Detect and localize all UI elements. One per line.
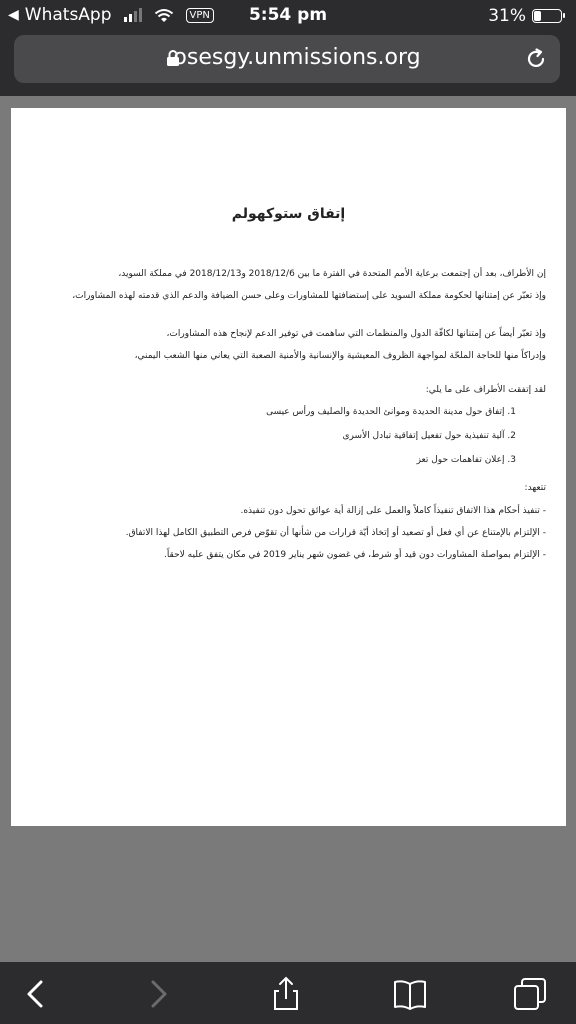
url-text[interactable]: osesgy.unmissions.org bbox=[173, 45, 421, 70]
agreed-list bbox=[26, 400, 546, 472]
preamble-paragraph: وإدراكاً منها للحاجة الملحّة لمواجهة الظروف المعيشية والإنسانية والأمنية الصعبة التي يعاني منها الشعب اليمني، bbox=[134, 351, 546, 361]
commit-heading: تتعهد: bbox=[524, 483, 546, 493]
battery-icon bbox=[532, 9, 562, 23]
vpn-badge: VPN bbox=[186, 8, 214, 23]
agreed-item: 1. إتفاق حول مدينة الحديدة وموانئ الحديدة والصليف ورأس عيسى bbox=[266, 407, 516, 417]
preamble-paragraph: وإذ تعبّر أيضاً عن إمتنانها لكافّة الدول والمنظمات التي ساهمت في توفير الدعم لإنجاح هذه المشاورات، bbox=[166, 329, 546, 339]
browser-toolbar bbox=[0, 962, 576, 1024]
preamble-paragraph: وإذ تعبّر عن إمتنانها لحكومة مملكة السويد على إستضافتها للمشاورات وعلى حسن الضيافة والدعم الذي قدمته لهذه المشاورات، bbox=[72, 291, 546, 301]
commitment-item: - تنفيذ أحكام هذا الاتفاق تنفيذاً كاملاً والعمل على إزالة أية عوائق تحول دون تنفيذه. bbox=[240, 506, 546, 516]
reload-icon[interactable] bbox=[524, 47, 548, 71]
status-bar bbox=[0, 0, 576, 32]
browser-header bbox=[0, 0, 576, 96]
document-title: إتفاق ستوكهولم bbox=[231, 206, 346, 222]
battery-percent: 31% bbox=[488, 6, 526, 26]
agreed-item: 3. إعلان تفاهمات حول تعز bbox=[416, 455, 516, 465]
back-to-app-icon[interactable]: ◀ bbox=[8, 7, 19, 23]
bookmarks-icon[interactable] bbox=[392, 976, 428, 1012]
forward-icon[interactable] bbox=[140, 976, 176, 1012]
preamble-paragraph: إن الأطراف، بعد أن إجتمعت برعاية الأمم المتحدة في الفترة ما بين 2018/12/6 و2018/12/13 في مملكة السويد، bbox=[118, 269, 546, 279]
address-bar[interactable] bbox=[14, 35, 560, 83]
share-icon[interactable] bbox=[268, 976, 304, 1012]
commitments-list bbox=[26, 500, 546, 566]
agreed-intro: لقد إتفقت الأطراف على ما يلي: bbox=[425, 385, 546, 395]
back-icon[interactable] bbox=[18, 976, 54, 1012]
document-content bbox=[11, 108, 566, 826]
pdf-page bbox=[11, 108, 566, 826]
commitment-item: - الإلتزام بالإمتناع عن أي فعل أو تصعيد أو إتخاذ أيّة قرارات من شأنها أن تقوّض فرص التطبيق الكامل لهذا الاتفاق. bbox=[125, 528, 546, 538]
status-right bbox=[488, 6, 562, 26]
tabs-icon[interactable] bbox=[512, 976, 548, 1012]
agreed-item: 2. آلية تنفيذية حول تفعيل إتفاقية تبادل الأسرى bbox=[342, 431, 516, 441]
back-to-app-label[interactable]: WhatsApp bbox=[24, 5, 112, 25]
status-time: 5:54 pm bbox=[248, 5, 328, 25]
commitment-item: - الإلتزام بمواصلة المشاورات دون قيد أو شرط، في غضون شهر يناير 2019 في مكان يتفق عليه لاحقاً. bbox=[163, 550, 546, 560]
